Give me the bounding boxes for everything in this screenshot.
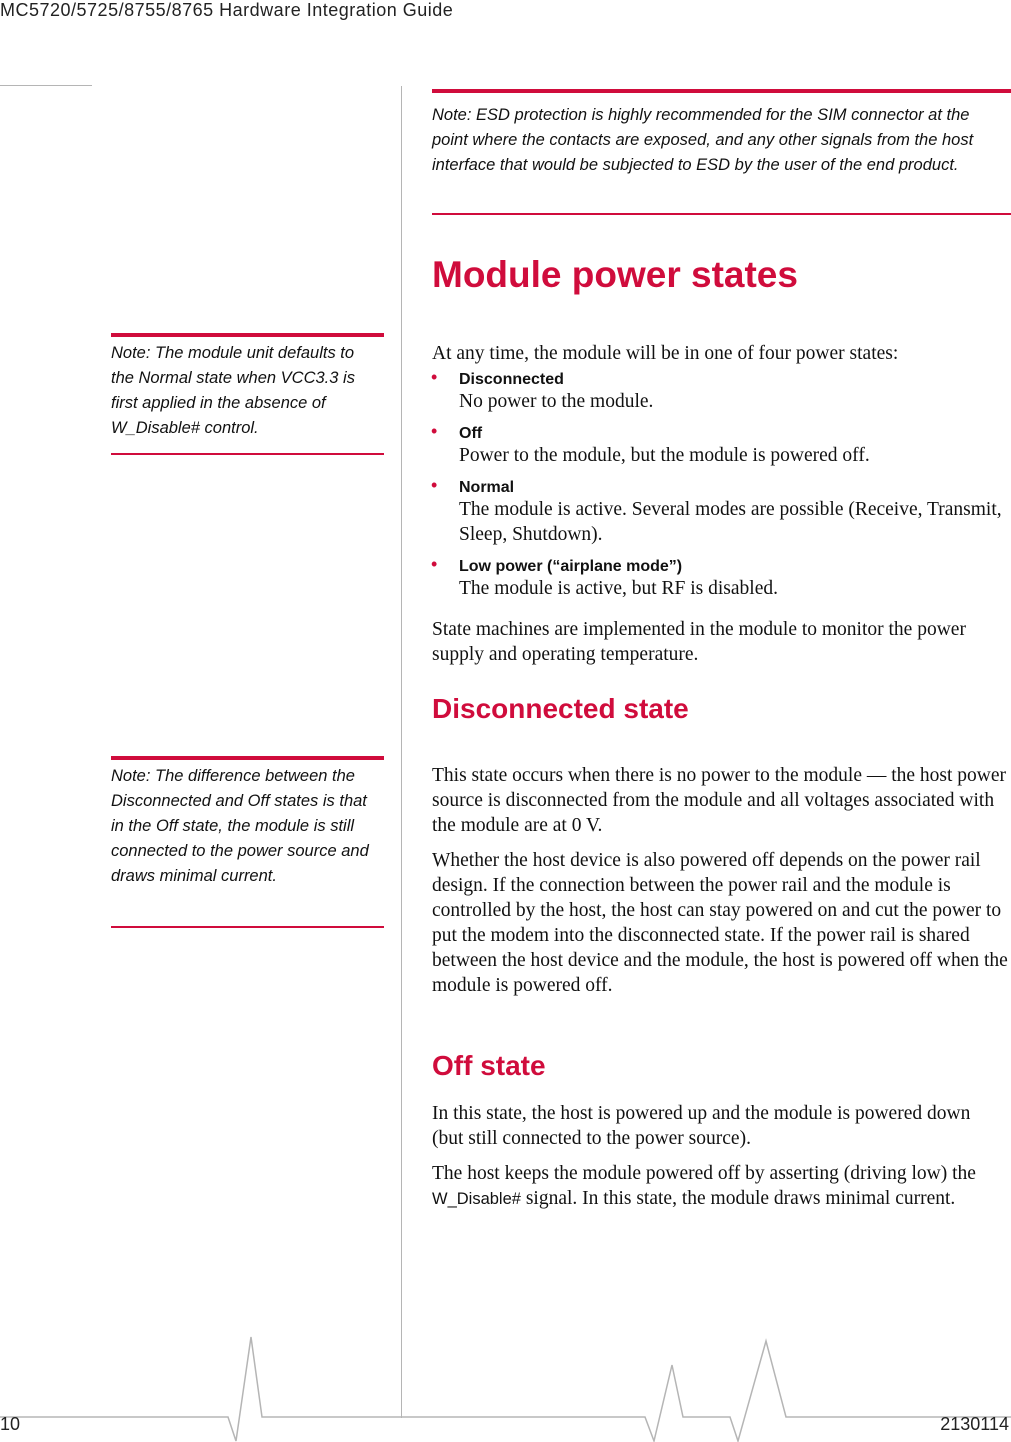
bullet-dot: • — [431, 475, 438, 495]
disconnected-paragraph-1: This state occurs when there is no power to the module — the host power source is disconnected from the module and all voltages associated with the module are at 0 V. — [432, 765, 1007, 836]
footer-waveform — [0, 1335, 1011, 1442]
side-note-default-state-text: Note: The module unit defaults to the Normal state when VCC3.3 is first applied in the absence of W_Disable# control. — [111, 344, 355, 437]
side-note-default-state — [111, 333, 384, 455]
off-paragraph-2-start: The host keeps the module powered off by asserting (driving low) the — [432, 1163, 976, 1184]
bullet-label: Disconnected — [459, 371, 564, 388]
header-rule — [0, 85, 92, 86]
running-header: MC5720/5725/8755/8765 Hardware Integration Guide — [0, 0, 454, 20]
section-title-disconnected-state: Disconnected state — [432, 693, 689, 724]
bullet-label: Normal — [459, 479, 515, 496]
bullet-dot: • — [431, 421, 438, 441]
page-number: 10 — [0, 1414, 21, 1434]
bullet-dot: • — [431, 554, 438, 574]
esd-note — [432, 89, 1011, 215]
off-paragraph-2-end: signal. In this state, the module draws minimal current. — [525, 1188, 956, 1209]
bullet-normal — [431, 475, 1004, 547]
bullet-text: The module is active, but RF is disabled. — [459, 578, 778, 599]
bullet-text: No power to the module. — [459, 391, 654, 412]
column-divider — [401, 86, 402, 1418]
document-number: 2130114 — [940, 1414, 1009, 1434]
side-note-disconnected-vs-off-text: Note: The difference between the Disconnected and Off states is that in the Off state, the module is still connected to the power source and draws minimal current. — [111, 767, 369, 885]
bullet-dot: • — [431, 367, 438, 387]
off-paragraph-1: In this state, the host is powered up and the module is powered down (but still connected to the power source). — [432, 1103, 971, 1149]
bullet-text: The module is active. Several modes are possible (Receive, Transmit, Sleep, Shutdown). — [459, 499, 1002, 545]
signal-name: W_Disable# — [432, 1190, 521, 1208]
bullet-label: Off — [459, 425, 483, 442]
esd-note-text: Note: ESD protection is highly recommended for the SIM connector at the point where the contacts are exposed, and any other signals from the host interface that would be subjected to ESD by the user of the end product. — [432, 106, 974, 174]
disconnected-paragraph-2: Whether the host device is also powered off depends on the power rail design. If the connection between the power rail and the module is controlled by the host, the host can stay powered on and cut the power to put the modem into the disconnected state. If the power rail is shared between the host device and the module, the host is powered off when the module is powered off. — [432, 850, 1008, 996]
power-states-intro: At any time, the module will be in one of four power states: — [432, 343, 899, 364]
bullet-text: Power to the module, but the module is powered off. — [459, 445, 870, 466]
section-title-module-power-states: Module power states — [432, 254, 798, 295]
bullet-off — [431, 421, 1004, 468]
bullet-disconnected — [431, 367, 1004, 414]
bullet-label: Low power (“airplane mode”) — [459, 558, 683, 575]
section-title-off-state: Off state — [432, 1050, 546, 1081]
side-note-disconnected-vs-off — [111, 756, 384, 928]
bullet-low-power — [431, 554, 1004, 601]
off-paragraph-2 — [432, 1161, 992, 1212]
state-machines-paragraph: State machines are implemented in the module to monitor the power supply and operating temperature. — [432, 619, 966, 665]
